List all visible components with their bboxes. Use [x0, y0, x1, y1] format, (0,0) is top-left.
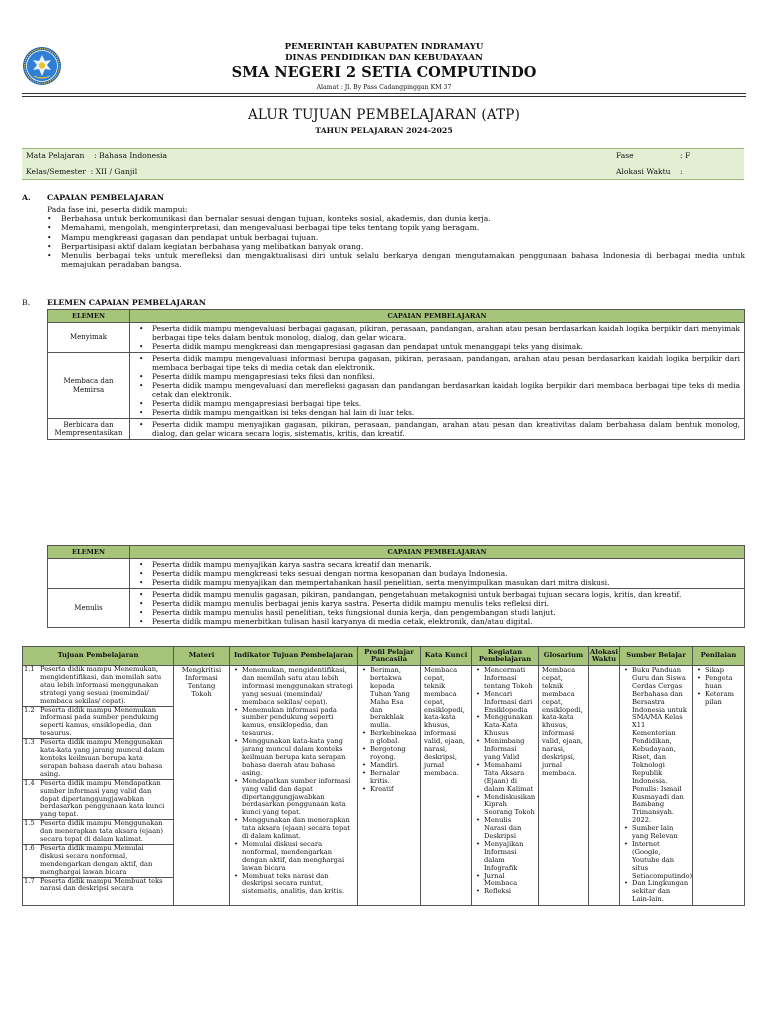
list-item: • Menggunakan kata-kata yang jarang muncul dalam konteks keilmuan berupa kata serapan bahasa daerah atau bahasa asing. — [233, 738, 354, 778]
document-year: TAHUN PELAJARAN 2024-2025 — [315, 126, 453, 135]
header-divider — [22, 93, 746, 94]
list-item: • Mandiri. — [361, 762, 417, 770]
table-row — [23, 666, 745, 906]
list-item: 1.7 Peserta didik mampu Membuat teks narasi dan deskripsi secara — [24, 876, 163, 893]
section-a-intro: Pada fase ini, peserta didik mampui: — [47, 205, 188, 214]
subject-field: Mata Pelajaran : Bahasa Indonesia — [26, 151, 167, 160]
list-item: • Peserta didik mampu menerbitkan tulisan hasil karyanya di media cetak, elektronik, dan/atau digital. — [136, 617, 740, 626]
list-item: • Peserta didik mampu mengapresiasi berbagai tipe teks. — [136, 399, 740, 408]
column-header: Penilaian — [693, 647, 745, 666]
table-row — [48, 589, 745, 628]
column-header: CAPAIAN PEMBELAJARAN — [130, 546, 745, 559]
section-b-letter: B. — [22, 298, 31, 307]
list-item: • Buku Panduan Guru dan Siswa Cerdas Cergas Berbahasa dan Bersastra Indonesia untuk SMA/MA Kelas X11 Kementerian Pendidikan, Kebudayaan, Riset, dan Teknologi Republik Indonesia. Penulis: Ismail Kusmayadi dan Bambang Trimansyah. 2022. — [623, 667, 689, 825]
list-item: • Menimbang Informasi yang Valid — [475, 738, 535, 762]
column-header: Glosarium — [539, 647, 589, 666]
list-item: • Memahami, mengolah, menginterpretasi, dan mengevaluasi berbagai tipe teks tentang topik yang beragam. — [47, 223, 745, 232]
list-item: • Peserta didik mampu menulis hasil penelitian, teks fungsional dunia kerja, dan pengembangan studi lanjut. — [136, 608, 740, 617]
time-allocation-label: Alokasi Waktu — [616, 167, 671, 176]
list-item: • Memulai diskusi secara nonformal, mendengarkan dengan aktif, dan menghargai lawan bicara — [233, 841, 354, 873]
column-header: Materi — [174, 647, 230, 666]
glosarium-cell: Membaca cepat, teknik membaca cepat, ensiklopedi, kata-kata khusus, informasi valid, ejaan, narasi, deskripsi, jurnal membaca. — [539, 666, 589, 906]
list-item: • Menulis Narasi dan Deskripsi — [475, 817, 535, 841]
materi-cell: Mengkritisi Informasi Tentang Tokoh — [174, 666, 230, 906]
list-item: • Menemukan, mengidentifikasi, dan memilah satu atau lebih informasi menggunakan strategi yang sesuai (memindai/ membaca sekilas/ cepat). — [233, 667, 354, 707]
indikator-cell — [230, 666, 358, 906]
header-government: PEMERINTAH KABUPATEN INDRAMAYU — [284, 42, 484, 52]
list-item: • Peserta didik mampu mengapresiasi teks fiksi dan nonfiksi. — [136, 372, 740, 381]
profil-cell — [358, 666, 421, 906]
list-item: • Menulis berbagai teks untuk merefleksi dan mengaktualisasi diri untuk selalu berkarya dengan mengutamakan penggunaan bahasa Indonesia di berbagai media untuk memajukan peradaban bangsa. — [47, 251, 745, 270]
column-header: Tujuan Pembelajaran — [23, 647, 174, 666]
list-item: • Menyajikan Informasi dalam Infografik — [475, 841, 535, 873]
element-name: Membaca dan Memirsa — [48, 353, 130, 419]
list-item: • Menemukan informasi pada sumber pendukung seperti kamus, ensiklopedia, dan tesaurus. — [233, 707, 354, 739]
list-item: • Mencermati Informasi tentang Tokoh — [475, 667, 535, 691]
alokasi-cell — [589, 666, 620, 906]
list-item: • Peserta didik mampu menyajikan gagasan, pikiran, perasaan, pandangan, arahan atau pesan dan kreativitas dalam berbahasa dalam bentuk monolog, dialog, dan gelar wicara secara logis, sistematis, kritis, dan kreatif. — [136, 420, 740, 438]
list-item: • Mendiskusikan Kiprah Seorang Tokoh — [475, 794, 535, 818]
list-item: • Peserta didik mampu mengevaluasi dan merefleksi gagasan dan pandangan berdasarkan kaidah logika berpikir dari membaca berbagai tipe teks di media cetak dan elektronik. — [136, 381, 740, 399]
document-title: ALUR TUJUAN PEMBELAJARAN (ATP) — [247, 107, 521, 123]
list-item: • Peserta didik mampu menyajikan karya sastra secara kreatif dan menarik. — [136, 560, 740, 569]
penilaian-cell — [693, 666, 745, 906]
section-a-title: CAPAIAN PEMBELAJARAN — [47, 193, 165, 202]
element-name — [48, 559, 130, 589]
list-item: • Berkebinekaa n global. — [361, 730, 417, 746]
list-item: • Peserta didik mampu menulis berbagai jenis karya sastra. Peserta didik mampu menulis teks refleksi diri. — [136, 599, 740, 608]
header-school-name: SMA NEGERI 2 SETIA COMPUTINDO — [231, 64, 537, 81]
table-row — [48, 559, 745, 589]
list-item: • Sikap — [696, 667, 741, 675]
list-item: • Menggunakan dan menerapkan tata aksara (ejaan) secara tepat di dalam kalimat. — [233, 817, 354, 841]
list-item: • Peserta didik mampu menyajikan dan mempertahankan hasil penelitian, serta menyimpulkan masukan dari mitra diskusi. — [136, 578, 740, 587]
tujuan-cell — [23, 666, 174, 906]
list-item: • Berbahasa untuk berkomunikasi dan bernalar sesuai dengan tujuan, konteks sosial, akademis, dan dunia kerja. — [47, 214, 745, 223]
element-name: Menulis — [48, 589, 130, 628]
element-name: Menyimak — [48, 323, 130, 353]
list-item: • Mendapatkan sumber informasi yang valid dan dapat dipertanggungjawabkan berdasarkan penggunaan kata kunci yang tepat. — [233, 778, 354, 818]
list-item: • Pengeta huan — [696, 675, 741, 691]
section-a-letter: A. — [22, 193, 31, 202]
table-row — [48, 353, 745, 419]
time-allocation-value: : — [680, 167, 683, 176]
sumber-cell — [620, 666, 693, 906]
column-header: CAPAIAN PEMBELAJARAN — [130, 310, 745, 323]
list-item: • Peserta didik mampu mengaitkan isi teks dengan hal lain di luar teks. — [136, 408, 740, 417]
list-item: • Bernalar kritis. — [361, 770, 417, 786]
table-row — [48, 323, 745, 353]
section-a-list — [47, 214, 745, 270]
list-item: • Dan Lingkungan sekitar dan Lain-lain. — [623, 880, 689, 904]
kata-kunci-cell: Membaca cepat, teknik membaca cepat, ensiklopedi, kata-kata khusus, informasi valid, ejaan, narasi, deskripsi, jurnal membaca. — [421, 666, 472, 906]
list-item: 1.6 Peserta didik mampu Memulai diskusi secara nonformal, mendengarkan dengan aktif, dan menghargai lawan bicara — [23, 845, 173, 878]
column-header: Kegiatan Pembelajaran — [472, 647, 539, 666]
element-table-1 — [47, 309, 745, 440]
list-item: • Peserta didik mampu menulis gagasan, pikiran, pandangan, pengetahuan metakognisi untuk berbagai tujuan secara logis, kritis, dan kreatif. — [136, 590, 740, 599]
column-header: ELEMEN — [48, 546, 130, 559]
list-item: • Memahami Tata Aksara (Ejaan) di dalam Kalimat — [475, 762, 535, 794]
list-item: • Peserta didik mampu mengkreasi teks sesuai dengan norma kesopanan dan budaya Indonesia. — [136, 569, 740, 578]
list-item: • Menggunakan Kata-Kata Khusus — [475, 714, 535, 738]
list-item: • Mampu mengkreasi gagasan dan pendapat untuk berbagai tujuan. — [47, 233, 745, 242]
class-semester-field: Kelas/Semester : XII / Ganjil — [26, 167, 138, 176]
element-table-2 — [47, 545, 745, 628]
atp-table — [22, 646, 745, 906]
list-item: 1.5 Peserta didik mampu Menggunakan dan menerapkan tata aksara (ejaan) secara tepat di dalam kalimat. — [23, 820, 173, 845]
list-item: • Beriman, bertakwa kepada Tuhan Yang Maha Esa dan berakhlak mulia. — [361, 667, 417, 730]
list-item: • Refleksi — [475, 888, 535, 896]
list-item: • Mencari Informasi dari Ensiklopedia — [475, 691, 535, 715]
section-b-title: ELEMEN CAPAIAN PEMBELAJARAN — [47, 298, 206, 307]
list-item: • Internet (Google, Youtube dan situs Setiacomputindo) — [623, 841, 689, 881]
header-divider-thin — [22, 96, 746, 97]
table-row — [48, 419, 745, 440]
phase-value: : F — [680, 151, 691, 160]
list-item: • Peserta didik mampu mengevaluasi informasi berupa gagasan, pikiran, perasaan, pandangan, arahan atau pesan berdasarkan kaidah logika berpikir dari membaca berbagai tipe teks di media cetak dan elektronik. — [136, 354, 740, 372]
list-item: • Kreatif — [361, 786, 417, 794]
column-header: Sumber Belajar — [620, 647, 693, 666]
list-item: 1.2 Peserta didik mampu Menemukan informasi pada sumber pendukung seperti kamus, ensiklopedia, dan tesaurus. — [23, 707, 173, 740]
list-item: • Jurnal Membaca — [475, 873, 535, 889]
column-header: Kata Kunci — [421, 647, 472, 666]
kegiatan-cell — [472, 666, 539, 906]
column-header: Profil Pelajar Pancasila — [358, 647, 421, 666]
element-name: Berbicara dan Mempresentasikan — [48, 419, 130, 440]
info-band — [22, 148, 744, 180]
list-item: • Berpartisipasi aktif dalam kegiatan berbahasa yang melibatkan banyak orang. — [47, 242, 745, 251]
list-item: 1.1 Peserta didik mampu Menemukan, mengidentifikasi, dan memilah satu atau lebih informasi menggunakan strategi yang sesuai (memindai/ membaca sekilas/ cepat). — [23, 666, 173, 707]
list-item: • Keteram pilan — [696, 691, 741, 707]
list-item: • Bergotong royong. — [361, 746, 417, 762]
header-department: DINAS PENDIDIKAN DAN KEBUDAYAAN — [285, 53, 483, 63]
phase-label: Fase — [616, 151, 634, 160]
list-item: • Membuat teks narasi dan deskripsi secara runtut, sistematis, analitis, dan kritis. — [233, 873, 354, 897]
header-address: Alamat : Jl. By Pass Cadangpinggan KM 37 — [316, 84, 452, 91]
list-item: • Peserta didik mampu mengevaluasi berbagai gagasan, pikiran, perasaan, pandangan, arahan atau pesan berdasarkan kaidah logika berpikir dari menyimak berbagai tipe teks dalam bentuk monolog, dialog, dan gelar wicara. — [136, 324, 740, 342]
list-item: • Sumber lain yang Relevan — [623, 825, 689, 841]
column-header: Indikator Tujuan Pembelajaran — [230, 647, 358, 666]
list-item: • Peserta didik mampu mengkreasi dan mengapresiasi gagasan dan pendapat untuk menanggapi teks yang disimak. — [136, 342, 740, 351]
list-item: 1.3 Peserta didik mampu Menggunakan kata-kata yang jarang muncul dalam konteks keilmuan berupa kata serapan bahasa daerah atau bahasa asing. — [23, 739, 173, 780]
column-header: ELEMEN — [48, 310, 130, 323]
list-item: 1.4 Peserta didik mampu Mendapatkan sumber informasi yang valid dan dapat dipertanggungjawabkan berdasarkan penggunaan kata kunci yang tepat. — [23, 780, 173, 821]
column-header: Alokasi Waktu — [589, 647, 620, 666]
